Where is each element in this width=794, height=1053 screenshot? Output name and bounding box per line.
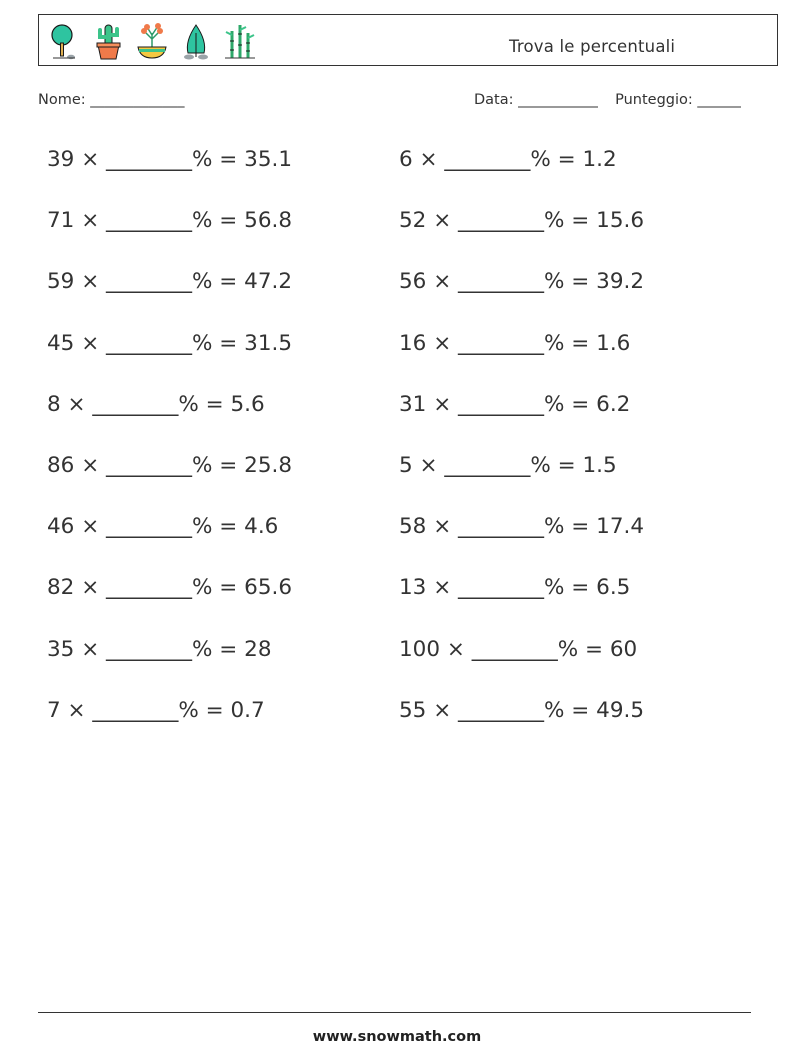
problem-row xyxy=(47,637,767,698)
problem: 58 × ________% = 17.4 xyxy=(399,514,645,540)
problem: 6 × ________% = 1.2 xyxy=(399,147,617,172)
problem-list xyxy=(47,147,767,759)
pine-tree-icon xyxy=(177,21,215,61)
problem: 55 × ________% = 49.5 xyxy=(399,697,645,723)
problem-row xyxy=(47,514,767,575)
footer-website: www.snowmath.com xyxy=(312,1029,482,1045)
problem: 45 × ________% = 31.5 xyxy=(47,330,293,356)
bamboo-icon xyxy=(221,21,259,61)
footer-divider xyxy=(38,1012,751,1013)
problem-row xyxy=(47,331,767,392)
date-field: Data: ___________ xyxy=(474,92,598,108)
problem: 13 × ________% = 6.5 xyxy=(399,575,631,601)
problem-row xyxy=(47,453,767,514)
problem: 100 × ________% = 60 xyxy=(399,636,638,662)
problem-row xyxy=(47,147,767,208)
cactus-icon xyxy=(89,21,127,61)
date-score-fields xyxy=(474,92,741,108)
problem: 46 × ________% = 4.6 xyxy=(47,514,279,540)
problem: 59 × ________% = 47.2 xyxy=(47,269,293,295)
problem: 86 × ________% = 25.8 xyxy=(47,452,293,478)
score-field: Punteggio: ______ xyxy=(615,92,741,108)
worksheet-header xyxy=(38,14,778,66)
problem: 7 × ________% = 0.7 xyxy=(47,697,265,723)
problem: 82 × ________% = 65.6 xyxy=(47,575,293,601)
problem-row xyxy=(47,575,767,636)
problem: 5 × ________% = 1.5 xyxy=(399,452,617,478)
problem-row xyxy=(47,698,767,759)
problem: 16 × ________% = 1.6 xyxy=(399,330,631,356)
problem-row xyxy=(47,269,767,330)
flower-pot-icon xyxy=(133,21,171,61)
tree-icon xyxy=(45,21,83,61)
problem-row xyxy=(47,392,767,453)
problem: 31 × ________% = 6.2 xyxy=(399,391,631,417)
header-icons xyxy=(45,21,259,61)
worksheet-title: Trova le percentuali xyxy=(509,37,676,56)
problem: 8 × ________% = 5.6 xyxy=(47,391,265,417)
problem-row xyxy=(47,208,767,269)
problem: 52 × ________% = 15.6 xyxy=(399,208,645,234)
name-field: Nome: _____________ xyxy=(38,92,185,108)
problem: 35 × ________% = 28 xyxy=(47,636,272,662)
problem: 71 × ________% = 56.8 xyxy=(47,208,293,234)
problem: 39 × ________% = 35.1 xyxy=(47,147,293,172)
problem: 56 × ________% = 39.2 xyxy=(399,269,645,295)
